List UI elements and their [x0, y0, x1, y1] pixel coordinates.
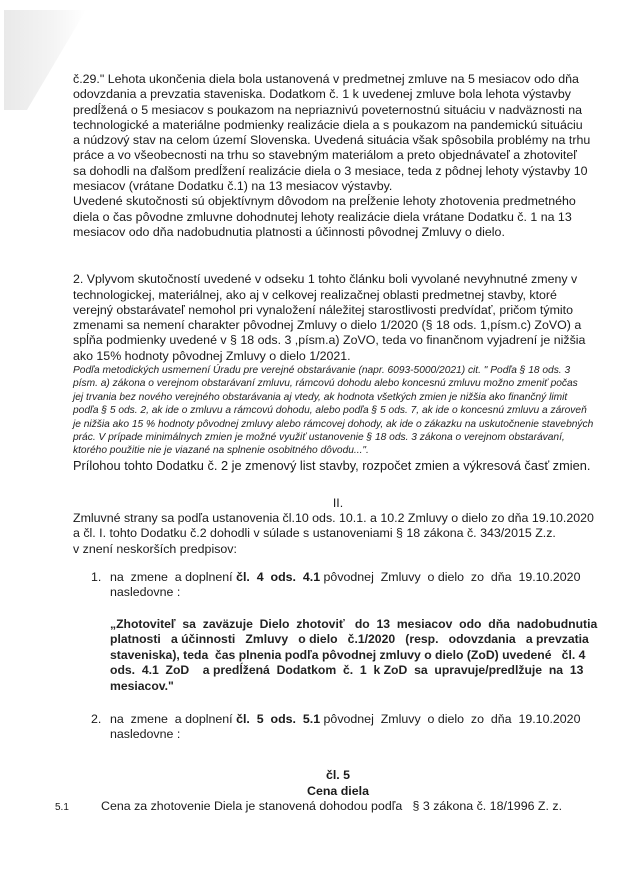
text-line: mesiacov odo dňa nadobudnutia platnosti a účinnosti pôvodnej Zmluvy o dielo.	[73, 224, 505, 239]
citation-block	[73, 364, 613, 458]
citation-line: prác. V prípade minimálnych zmien je možné využiť ustanovenie § 18 ods. 3 zákona o verejnom obstarávaní,	[73, 432, 565, 444]
list-text: na zmene a doplnení	[110, 570, 237, 585]
text-line: č.29." Lehota ukončenia diela bola ustanovená v predmetnej zmluve na 5 mesiacov odo dňa	[73, 72, 579, 86]
text-line: sa dohodli na ďalšom predĺžení realizácie diela o 3 mesiace, teda z pôdnej lehoty výstavby 10	[73, 163, 588, 178]
text-line: Zmluvné strany sa podľa ustanovenia čl.10 ods. 10.1. a 10.2 Zmluvy o dielo zo dňa 19.10.2020	[73, 511, 594, 526]
article-number: čl. 5	[325, 768, 351, 783]
list-item-2	[73, 712, 613, 743]
list-text: pôvodnej Zmluvy o dielo zo dňa 19.10.2020	[320, 570, 581, 585]
text-line: mesiacov (vrátane Dodatku č.1) na 13 mesiacov výstavby.	[73, 179, 393, 194]
amended-clause-quote	[73, 617, 613, 695]
spacer	[73, 557, 613, 570]
paragraph-deadline-extension	[73, 72, 613, 240]
list-text: nasledovne :	[110, 726, 181, 741]
text-line: a čl. I. tohto Dodatku č.2 dohodli v súlade s ustanoveniami § 18 zákona č. 343/2015 Z.z.	[73, 526, 556, 541]
section-heading-ii: II.	[332, 495, 344, 510]
paragraph-point-2	[73, 272, 613, 364]
article-title: Cena diela	[307, 783, 369, 798]
article-ref: čl. 4 ods. 4.1	[236, 570, 321, 585]
quote-line: „Zhotoviteľ sa zaväzuje Dielo zhotoviť do 13 mesiacov odo dňa nadobudnutia	[110, 616, 598, 631]
document-page	[55, 72, 613, 815]
citation-line: ktorého použitie nie je viazané na splnenie osobitného dôvodu...".	[73, 445, 369, 457]
list-text: na zmene a doplnení	[110, 711, 237, 726]
article-5-1	[55, 799, 613, 814]
text-line: spĺňa podmienky uvedené v § 18 ods. 3 ,písm.a) ZoVO, teda vo finančnom vyjadrení je nižšia	[73, 333, 586, 348]
text-line: ako 15% hodnoty pôvodnej Zmluvy o dielo 1/2021.	[73, 348, 351, 363]
spacer	[73, 474, 613, 496]
list-item-1	[73, 570, 613, 601]
list-text: pôvodnej Zmluvy o dielo zo dňa 19.10.2020	[320, 711, 581, 726]
list-number: 2.	[91, 711, 102, 726]
article-ref: čl. 5 ods. 5.1	[236, 711, 321, 726]
attachment-note-text: Prílohou tohto Dodatku č. 2 je zmenový list stavby, rozpočet zmien a výkresová časť zmien.	[73, 457, 591, 473]
section-ii-intro	[73, 511, 613, 557]
text-line: technologické a materiálne podmienky realizácie diela a s poukazom na pandemickú situáciu	[73, 117, 583, 132]
spacer	[73, 695, 613, 712]
text-line: technologickej, materiálnej, ako aj v celkovej realizačnej oblasti predmetnej stavby, ktoré	[73, 287, 557, 302]
text-line: verejný obstarávateľ nemohol pri vynaložení náležitej starostlivosti predvídať, pričom týmito	[73, 302, 573, 317]
text-line: diela o čas pôvodne zmluvne dohodnutej lehoty realizácie diela vrátane Dodatku č. 1 na 13	[73, 209, 572, 224]
spacer	[73, 240, 613, 272]
text-line: práce a vo všeobecnosti na trhu so stavebným materiálom a preto objednávateľ a zhotoviteľ	[73, 148, 577, 163]
text-line: Uvedené skutočnosti sú objektívnym dôvodom na preĺženie lehoty zhotovenia predmetného	[73, 194, 576, 209]
citation-line: podľa § 5 ods. 2, ak ide o zmluvu a rámcovú dohodu, alebo podľa § 5 ods. 7, ak ide o koncesnú zmluvu a zároveň	[73, 405, 587, 417]
clause-number: 5.1	[55, 802, 69, 814]
quote-line: platnosti a účinnosti Zmluvy o dielo č.1/2020 (resp. odovzdania a prevzatia	[110, 632, 589, 647]
text-line: zmenami sa nemení charakter pôvodnej Zmluvy o dielo 1/2020 (§ 18 ods. 1,písm.c) ZoVO) a	[73, 318, 582, 333]
citation-line: je nižšia ako 15 % hodnoty pôvodnej zmluvy alebo rámcovej dohody, ak ide o zákazku na uskutočnenie stavebných	[73, 418, 594, 430]
citation-line: jej trvania bez nového verejného obstarávania aj vtedy, ak hodnota všetkých zmien je nižšia ako finančný limit	[73, 391, 568, 403]
spacer	[73, 742, 613, 768]
clause-text: Cena za zhotovenie Diela je stanovená dohodou podľa § 3 zákona č. 18/1996 Z. z.	[101, 799, 563, 814]
spacer	[73, 601, 613, 617]
list-text: nasledovne :	[110, 585, 181, 600]
quote-line: ods. 4.1 ZoD a predĺžená Dodatkom č. 1 k ZoD sa upravuje/predlžuje na 13	[110, 663, 584, 678]
text-line: a núdzový stav na celom území Slovenska. Uvedená situácia však spôsobila problémy na trhu	[73, 133, 591, 148]
text-line: 2. Vplyvom skutočností uvedené v odseku 1 tohto článku boli vyvolané nevyhnutné zmeny v	[73, 272, 578, 287]
citation-line: Podľa metodických usmernení Úradu pre verejné obstarávanie (napr. 6093-5000/2021) cit. " Podľa § 18 ods. 3	[73, 365, 571, 377]
text-line: odovzdania a prevzatia staveniska. Dodatkom č. 1 k uvedenej zmluve bola lehota výstavby	[73, 87, 571, 102]
text-line: v znení neskorších predpisov:	[73, 541, 237, 556]
quote-line: mesiacov."	[110, 679, 174, 694]
citation-line: písm. a) zákona o verejnom obstarávaní zmluvu, rámcovú dohodu alebo koncesnú zmluvu možno zmeniť počas	[73, 378, 578, 390]
list-number: 1.	[91, 570, 102, 585]
quote-line: staveniska), teda čas plnenia podľa pôvodnej zmluvy o dielo (ZoD) uvedené čl. 4	[110, 647, 586, 662]
text-line: predĺžená o 5 mesiacov s poukazom na nepriaznivú poveternostnú situáciu v nadväznosti na	[73, 102, 583, 117]
attachment-note	[73, 458, 613, 474]
